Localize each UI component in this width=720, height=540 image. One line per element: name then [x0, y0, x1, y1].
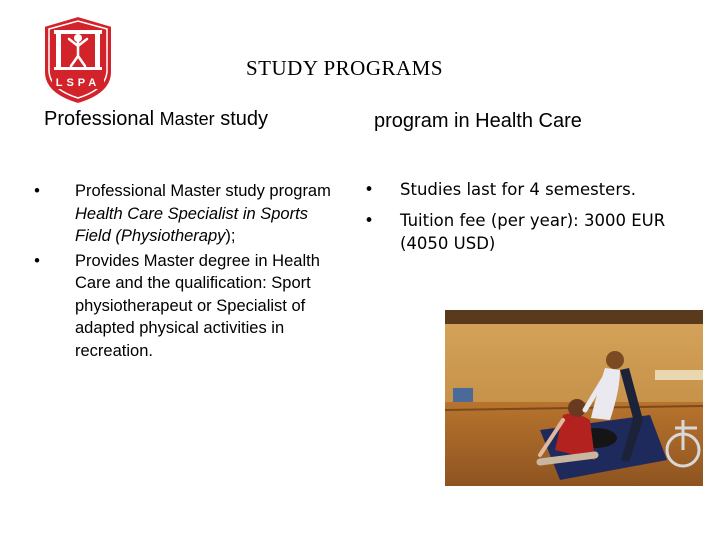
duration-text: Studies last for 4 semesters.	[400, 180, 636, 199]
bullet-icon: •	[364, 211, 374, 230]
bullet-icon: •	[364, 180, 374, 199]
subtitle-right: program in Health Care	[374, 110, 582, 132]
list-item	[362, 178, 702, 201]
subtitle-part1: Professional	[44, 108, 160, 130]
left-bullet-list	[30, 180, 340, 364]
item1-end: );	[225, 227, 236, 245]
bullet-icon: •	[34, 251, 40, 270]
logo-text: LSPA	[55, 77, 101, 89]
list-item	[30, 250, 340, 363]
item2-text: Provides Master degree in Health Care and the qualification: Sport physiotherapeut or Specialist of adapted physical activities in recreation.	[75, 251, 320, 360]
list-item	[30, 180, 340, 248]
page-title: STUDY PROGRAMS	[246, 56, 444, 80]
subtitle-part3: study	[214, 108, 268, 130]
tuition-text: Tuition fee (per year): 3000 EUR (4050 USD)	[400, 211, 666, 253]
lspa-logo	[38, 12, 118, 108]
list-item	[362, 209, 702, 255]
subtitle-part2: Master	[159, 109, 215, 129]
right-bullet-list	[362, 178, 702, 263]
item1-italic: Health Care Specialist in Sports Field (Physiotherapy	[75, 204, 308, 245]
subtitle-left	[44, 108, 268, 131]
bullet-icon: •	[34, 182, 40, 200]
item1-intro: Professional Master study program	[75, 182, 331, 200]
physiotherapy-photo	[445, 310, 703, 486]
